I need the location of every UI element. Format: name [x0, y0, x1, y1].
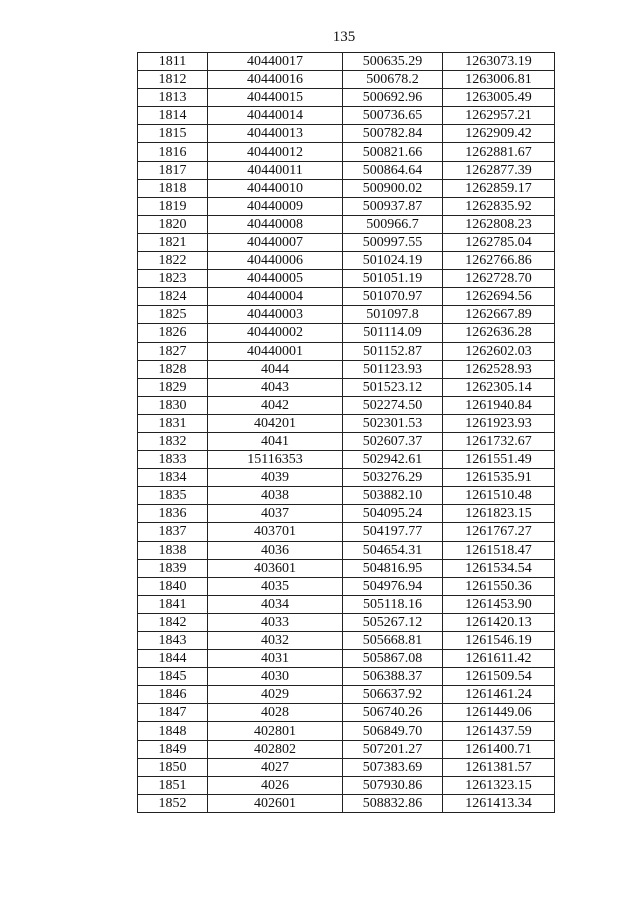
table-row: [138, 179, 555, 197]
x-coordinate-cell: 504976.94: [343, 577, 443, 595]
x-coordinate-cell: 502301.53: [343, 414, 443, 432]
row-index-cell: 1839: [138, 559, 208, 577]
coordinates-table-container: [137, 52, 555, 813]
row-index-cell: 1829: [138, 378, 208, 396]
y-coordinate-cell: 1262305.14: [443, 378, 555, 396]
table-row: [138, 89, 555, 107]
table-row: [138, 288, 555, 306]
point-id-cell: 40440007: [208, 233, 343, 251]
table-row: [138, 215, 555, 233]
x-coordinate-cell: 504654.31: [343, 541, 443, 559]
row-index-cell: 1836: [138, 505, 208, 523]
y-coordinate-cell: 1262785.04: [443, 233, 555, 251]
point-id-cell: 40440008: [208, 215, 343, 233]
point-id-cell: 4032: [208, 632, 343, 650]
point-id-cell: 4026: [208, 776, 343, 794]
table-row: [138, 71, 555, 89]
y-coordinate-cell: 1262694.56: [443, 288, 555, 306]
point-id-cell: 40440003: [208, 306, 343, 324]
row-index-cell: 1812: [138, 71, 208, 89]
table-row: [138, 252, 555, 270]
table-row: [138, 523, 555, 541]
row-index-cell: 1825: [138, 306, 208, 324]
x-coordinate-cell: 500678.2: [343, 71, 443, 89]
x-coordinate-cell: 504095.24: [343, 505, 443, 523]
y-coordinate-cell: 1263005.49: [443, 89, 555, 107]
y-coordinate-cell: 1261509.54: [443, 668, 555, 686]
x-coordinate-cell: 501152.87: [343, 342, 443, 360]
table-row: [138, 740, 555, 758]
row-index-cell: 1830: [138, 396, 208, 414]
row-index-cell: 1835: [138, 487, 208, 505]
table-row: [138, 758, 555, 776]
point-id-cell: 4027: [208, 758, 343, 776]
x-coordinate-cell: 501070.97: [343, 288, 443, 306]
point-id-cell: 40440006: [208, 252, 343, 270]
row-index-cell: 1826: [138, 324, 208, 342]
point-id-cell: 40440017: [208, 53, 343, 71]
x-coordinate-cell: 505668.81: [343, 632, 443, 650]
y-coordinate-cell: 1261461.24: [443, 686, 555, 704]
x-coordinate-cell: 505867.08: [343, 650, 443, 668]
x-coordinate-cell: 504197.77: [343, 523, 443, 541]
row-index-cell: 1850: [138, 758, 208, 776]
point-id-cell: 15116353: [208, 451, 343, 469]
x-coordinate-cell: 500635.29: [343, 53, 443, 71]
table-row: [138, 161, 555, 179]
point-id-cell: 40440016: [208, 71, 343, 89]
point-id-cell: 4038: [208, 487, 343, 505]
point-id-cell: 4043: [208, 378, 343, 396]
point-id-cell: 4035: [208, 577, 343, 595]
x-coordinate-cell: 501051.19: [343, 270, 443, 288]
x-coordinate-cell: 501123.93: [343, 360, 443, 378]
point-id-cell: 40440005: [208, 270, 343, 288]
y-coordinate-cell: 1261550.36: [443, 577, 555, 595]
y-coordinate-cell: 1261510.48: [443, 487, 555, 505]
table-row: [138, 414, 555, 432]
x-coordinate-cell: 507383.69: [343, 758, 443, 776]
table-row: [138, 197, 555, 215]
y-coordinate-cell: 1261413.34: [443, 794, 555, 812]
row-index-cell: 1837: [138, 523, 208, 541]
x-coordinate-cell: 507201.27: [343, 740, 443, 758]
x-coordinate-cell: 504816.95: [343, 559, 443, 577]
y-coordinate-cell: 1261823.15: [443, 505, 555, 523]
row-index-cell: 1842: [138, 613, 208, 631]
x-coordinate-cell: 501114.09: [343, 324, 443, 342]
row-index-cell: 1841: [138, 595, 208, 613]
x-coordinate-cell: 502942.61: [343, 451, 443, 469]
y-coordinate-cell: 1262766.86: [443, 252, 555, 270]
y-coordinate-cell: 1263073.19: [443, 53, 555, 71]
row-index-cell: 1822: [138, 252, 208, 270]
x-coordinate-cell: 502274.50: [343, 396, 443, 414]
y-coordinate-cell: 1262808.23: [443, 215, 555, 233]
y-coordinate-cell: 1262528.93: [443, 360, 555, 378]
table-row: [138, 107, 555, 125]
table-row: [138, 378, 555, 396]
row-index-cell: 1818: [138, 179, 208, 197]
y-coordinate-cell: 1261420.13: [443, 613, 555, 631]
y-coordinate-cell: 1261767.27: [443, 523, 555, 541]
point-id-cell: 40440012: [208, 143, 343, 161]
x-coordinate-cell: 503276.29: [343, 469, 443, 487]
y-coordinate-cell: 1262881.67: [443, 143, 555, 161]
point-id-cell: 403701: [208, 523, 343, 541]
point-id-cell: 404201: [208, 414, 343, 432]
y-coordinate-cell: 1261534.54: [443, 559, 555, 577]
x-coordinate-cell: 500864.64: [343, 161, 443, 179]
point-id-cell: 402801: [208, 722, 343, 740]
point-id-cell: 40440015: [208, 89, 343, 107]
x-coordinate-cell: 502607.37: [343, 432, 443, 450]
table-row: [138, 704, 555, 722]
y-coordinate-cell: 1262728.70: [443, 270, 555, 288]
x-coordinate-cell: 508832.86: [343, 794, 443, 812]
x-coordinate-cell: 500966.7: [343, 215, 443, 233]
x-coordinate-cell: 503882.10: [343, 487, 443, 505]
point-id-cell: 4029: [208, 686, 343, 704]
y-coordinate-cell: 1262877.39: [443, 161, 555, 179]
x-coordinate-cell: 505118.16: [343, 595, 443, 613]
table-row: [138, 595, 555, 613]
x-coordinate-cell: 500782.84: [343, 125, 443, 143]
x-coordinate-cell: 501024.19: [343, 252, 443, 270]
y-coordinate-cell: 1262957.21: [443, 107, 555, 125]
y-coordinate-cell: 1261546.19: [443, 632, 555, 650]
y-coordinate-cell: 1261323.15: [443, 776, 555, 794]
row-index-cell: 1816: [138, 143, 208, 161]
table-row: [138, 577, 555, 595]
x-coordinate-cell: 501097.8: [343, 306, 443, 324]
table-row: [138, 143, 555, 161]
row-index-cell: 1823: [138, 270, 208, 288]
point-id-cell: 4031: [208, 650, 343, 668]
table-row: [138, 776, 555, 794]
row-index-cell: 1846: [138, 686, 208, 704]
row-index-cell: 1844: [138, 650, 208, 668]
y-coordinate-cell: 1261732.67: [443, 432, 555, 450]
table-row: [138, 469, 555, 487]
y-coordinate-cell: 1262835.92: [443, 197, 555, 215]
point-id-cell: 40440002: [208, 324, 343, 342]
table-row: [138, 451, 555, 469]
row-index-cell: 1845: [138, 668, 208, 686]
table-row: [138, 722, 555, 740]
table-row: [138, 487, 555, 505]
x-coordinate-cell: 500821.66: [343, 143, 443, 161]
point-id-cell: 40440009: [208, 197, 343, 215]
point-id-cell: 4028: [208, 704, 343, 722]
x-coordinate-cell: 506740.26: [343, 704, 443, 722]
y-coordinate-cell: 1261940.84: [443, 396, 555, 414]
y-coordinate-cell: 1261611.42: [443, 650, 555, 668]
row-index-cell: 1811: [138, 53, 208, 71]
x-coordinate-cell: 506849.70: [343, 722, 443, 740]
y-coordinate-cell: 1262636.28: [443, 324, 555, 342]
table-row: [138, 613, 555, 631]
page-number: 135: [332, 29, 356, 45]
point-id-cell: 402802: [208, 740, 343, 758]
point-id-cell: 403601: [208, 559, 343, 577]
row-index-cell: 1814: [138, 107, 208, 125]
point-id-cell: 4044: [208, 360, 343, 378]
table-row: [138, 233, 555, 251]
point-id-cell: 402601: [208, 794, 343, 812]
table-row: [138, 53, 555, 71]
y-coordinate-cell: 1261923.93: [443, 414, 555, 432]
x-coordinate-cell: 500736.65: [343, 107, 443, 125]
table-row: [138, 650, 555, 668]
point-id-cell: 4034: [208, 595, 343, 613]
row-index-cell: 1832: [138, 432, 208, 450]
row-index-cell: 1815: [138, 125, 208, 143]
table-row: [138, 432, 555, 450]
row-index-cell: 1848: [138, 722, 208, 740]
point-id-cell: 40440011: [208, 161, 343, 179]
table-row: [138, 324, 555, 342]
row-index-cell: 1828: [138, 360, 208, 378]
table-row: [138, 794, 555, 812]
row-index-cell: 1827: [138, 342, 208, 360]
row-index-cell: 1840: [138, 577, 208, 595]
x-coordinate-cell: 501523.12: [343, 378, 443, 396]
row-index-cell: 1833: [138, 451, 208, 469]
x-coordinate-cell: 506388.37: [343, 668, 443, 686]
point-id-cell: 40440013: [208, 125, 343, 143]
point-id-cell: 4039: [208, 469, 343, 487]
row-index-cell: 1824: [138, 288, 208, 306]
y-coordinate-cell: 1261437.59: [443, 722, 555, 740]
table-row: [138, 360, 555, 378]
coordinates-table: [137, 52, 555, 813]
table-row: [138, 306, 555, 324]
table-row: [138, 125, 555, 143]
point-id-cell: 4030: [208, 668, 343, 686]
row-index-cell: 1813: [138, 89, 208, 107]
y-coordinate-cell: 1261381.57: [443, 758, 555, 776]
point-id-cell: 4036: [208, 541, 343, 559]
row-index-cell: 1817: [138, 161, 208, 179]
point-id-cell: 4037: [208, 505, 343, 523]
y-coordinate-cell: 1261535.91: [443, 469, 555, 487]
x-coordinate-cell: 505267.12: [343, 613, 443, 631]
table-row: [138, 541, 555, 559]
y-coordinate-cell: 1262859.17: [443, 179, 555, 197]
x-coordinate-cell: 500692.96: [343, 89, 443, 107]
x-coordinate-cell: 500937.87: [343, 197, 443, 215]
point-id-cell: 40440014: [208, 107, 343, 125]
point-id-cell: 40440001: [208, 342, 343, 360]
row-index-cell: 1831: [138, 414, 208, 432]
table-row: [138, 686, 555, 704]
y-coordinate-cell: 1263006.81: [443, 71, 555, 89]
table-body: [138, 53, 555, 813]
table-row: [138, 396, 555, 414]
y-coordinate-cell: 1261453.90: [443, 595, 555, 613]
x-coordinate-cell: 500900.02: [343, 179, 443, 197]
table-row: [138, 270, 555, 288]
row-index-cell: 1821: [138, 233, 208, 251]
point-id-cell: 40440010: [208, 179, 343, 197]
table-row: [138, 559, 555, 577]
row-index-cell: 1851: [138, 776, 208, 794]
y-coordinate-cell: 1262909.42: [443, 125, 555, 143]
y-coordinate-cell: 1262602.03: [443, 342, 555, 360]
y-coordinate-cell: 1261449.06: [443, 704, 555, 722]
row-index-cell: 1820: [138, 215, 208, 233]
y-coordinate-cell: 1261551.49: [443, 451, 555, 469]
row-index-cell: 1819: [138, 197, 208, 215]
row-index-cell: 1849: [138, 740, 208, 758]
y-coordinate-cell: 1261518.47: [443, 541, 555, 559]
y-coordinate-cell: 1262667.89: [443, 306, 555, 324]
x-coordinate-cell: 506637.92: [343, 686, 443, 704]
row-index-cell: 1843: [138, 632, 208, 650]
table-row: [138, 632, 555, 650]
table-row: [138, 342, 555, 360]
point-id-cell: 4033: [208, 613, 343, 631]
point-id-cell: 40440004: [208, 288, 343, 306]
row-index-cell: 1852: [138, 794, 208, 812]
x-coordinate-cell: 500997.55: [343, 233, 443, 251]
table-row: [138, 505, 555, 523]
point-id-cell: 4041: [208, 432, 343, 450]
row-index-cell: 1847: [138, 704, 208, 722]
row-index-cell: 1834: [138, 469, 208, 487]
row-index-cell: 1838: [138, 541, 208, 559]
point-id-cell: 4042: [208, 396, 343, 414]
y-coordinate-cell: 1261400.71: [443, 740, 555, 758]
x-coordinate-cell: 507930.86: [343, 776, 443, 794]
table-row: [138, 668, 555, 686]
